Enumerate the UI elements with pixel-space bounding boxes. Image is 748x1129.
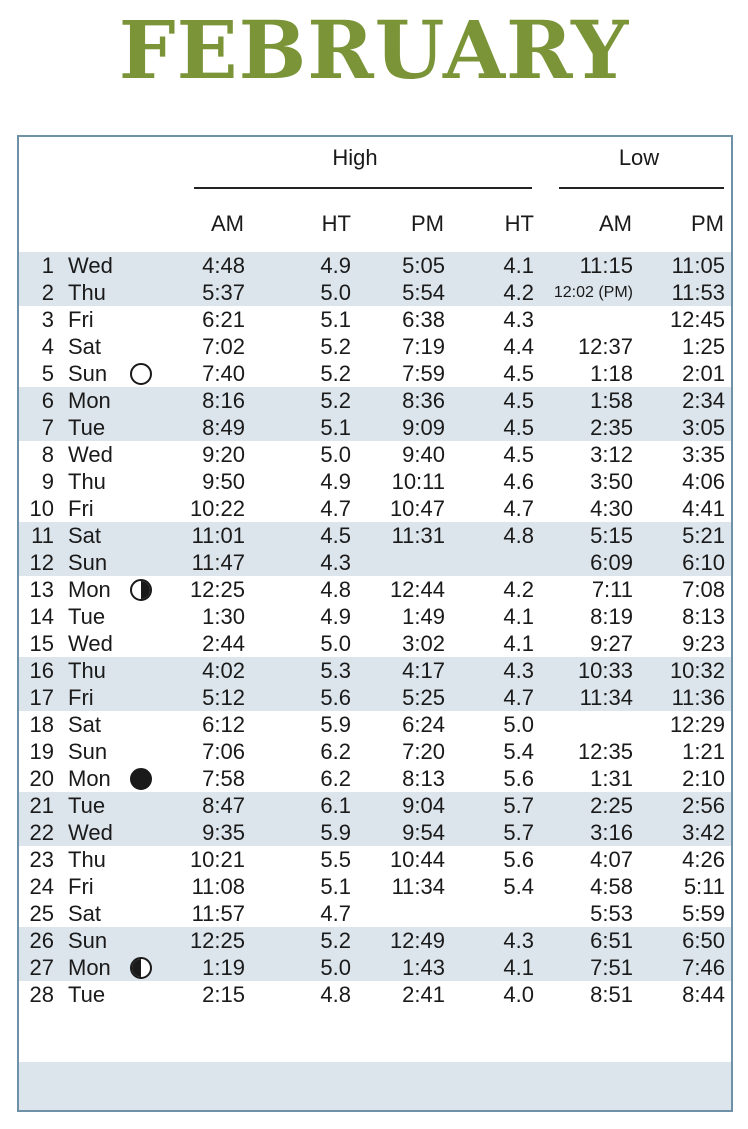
high-pm-time: 7:59 [402,361,445,386]
day-number: 11 [31,523,54,548]
high-pm-time: 7:19 [402,334,445,359]
low-pm-time: 10:32 [669,658,725,683]
high-pm-time: 9:04 [402,793,445,818]
low-pm-time: 12:45 [669,307,725,332]
day-number: 3 [41,307,54,332]
day-number: 18 [29,712,54,737]
table-row [19,765,731,792]
high-pm-time [364,900,445,927]
high-am-time: 4:02 [202,658,245,683]
high-am-time: 4:48 [202,253,245,278]
low-am-time: 12:02 (PM) [553,284,633,301]
high-am-time: 7:40 [202,361,245,386]
table-row [19,927,731,954]
high-pm-time: 5:25 [402,685,445,710]
high-am-height: 5.3 [320,658,351,683]
high-pm-height: 5.6 [503,766,534,791]
day-number: 22 [29,820,54,845]
day-number: 10 [29,496,54,521]
high-pm-time: 6:38 [402,307,445,332]
low-am-time: 5:15 [590,523,633,548]
high-pm-time: 2:41 [402,982,445,1007]
page-title: FEBRUARY [118,3,630,97]
high-pm-time [364,549,445,576]
day-number: 15 [29,631,54,656]
high-am-time: 11:57 [191,901,245,926]
day-of-week: Tue [68,982,106,1007]
high-am-height: 6.2 [320,766,351,791]
low-am-time: 10:33 [577,658,633,683]
high-pm-height: 4.1 [503,631,534,656]
high-pm-height: 5.4 [503,739,534,764]
high-am-time: 8:47 [202,793,245,818]
high-pm-height [464,549,534,576]
day-number: 27 [29,955,54,980]
low-group-rule [559,187,724,189]
high-am-height: 4.9 [320,253,351,278]
high-pm-time: 10:11 [391,469,445,494]
high-am-time: 11:47 [191,550,245,575]
day-of-week: Sat [68,523,102,548]
high-am-time: 10:22 [189,496,245,521]
day-of-week: Wed [68,442,113,467]
high-pm-height: 4.5 [503,388,534,413]
day-of-week: Tue [68,793,106,818]
high-group-header: High [332,145,378,170]
high-am-time: 7:02 [202,334,245,359]
day-of-week: Fri [68,874,94,899]
low-pm-time: 4:41 [682,496,725,521]
high-pm-height: 4.2 [503,280,534,305]
table-row [19,279,731,306]
day-of-week: Sun [68,928,108,953]
day-number: 17 [29,685,54,710]
high-am-height: 5.1 [320,307,351,332]
low-am-time: 3:12 [590,442,633,467]
new-moon-icon [130,768,152,790]
high-pm-height: 5.7 [503,820,534,845]
full-moon-icon [130,363,152,385]
high-pm-height: 4.5 [503,442,534,467]
low-pm-time: 12:29 [669,712,725,737]
high-am-time: 6:21 [202,307,245,332]
high-am-time: 7:58 [202,766,245,791]
day-of-week: Mon [68,955,111,980]
table-row [19,252,731,279]
high-am-time: 1:30 [202,604,245,629]
table-row [19,306,731,333]
day-of-week: Mon [68,388,111,413]
high-am-time: 2:44 [202,631,245,656]
table-row [19,630,731,657]
high-am-time: 9:20 [202,442,245,467]
low-pm-time: 3:42 [682,820,725,845]
day-of-week: Sat [68,901,102,926]
footer-band [19,1062,731,1110]
high-am-height: 4.3 [320,550,351,575]
low-pm-time: 7:46 [682,955,725,980]
low-pm-time: 2:34 [682,388,725,413]
day-number: 19 [29,739,54,764]
low-am-time: 11:15 [579,253,633,278]
high-pm-time: 8:36 [402,388,445,413]
high-am-height: 4.8 [320,982,351,1007]
low-pm-time: 11:53 [671,280,725,305]
table-row [19,468,731,495]
low-am-time: 3:16 [590,820,633,845]
low-pm-time: 5:21 [682,523,725,548]
low-am-time: 12:37 [577,334,633,359]
low-pm-time: 11:05 [671,253,725,278]
low-pm-time: 2:10 [682,766,725,791]
high-pm-height: 4.5 [503,415,534,440]
low-am-time: 11:34 [579,685,633,710]
table-row [19,387,731,414]
high-pm-ht-header: HT [504,211,534,236]
high-pm-height: 4.7 [503,685,534,710]
day-number: 5 [41,361,54,386]
low-am-time: 1:58 [590,388,633,413]
day-number: 6 [41,388,54,413]
last-quarter-moon-icon [130,579,152,601]
day-number: 25 [29,901,54,926]
low-pm-time: 9:23 [682,631,725,656]
table-row [19,981,731,1008]
low-pm-time: 5:11 [683,874,725,899]
high-am-header: AM [211,211,244,236]
low-pm-time: 6:50 [682,928,725,953]
high-pm-height: 5.0 [503,712,534,737]
low-pm-time: 5:59 [682,901,725,926]
high-am-time: 10:21 [189,847,245,872]
high-am-time: 2:15 [202,982,245,1007]
high-pm-height: 5.7 [503,793,534,818]
table-row [19,819,731,846]
low-am-time: 4:30 [590,496,633,521]
high-am-height: 5.0 [320,280,351,305]
high-am-time: 9:35 [202,820,245,845]
high-pm-time: 3:02 [402,631,445,656]
high-pm-time: 5:05 [402,253,445,278]
day-number: 24 [29,874,54,899]
low-pm-time: 2:56 [682,793,725,818]
high-pm-time: 11:31 [391,523,445,548]
high-pm-time: 5:54 [402,280,445,305]
table-row [19,603,731,630]
day-number: 23 [29,847,54,872]
high-am-time: 6:12 [202,712,245,737]
day-of-week: Thu [68,469,106,494]
high-am-height: 5.2 [320,361,351,386]
high-am-height: 5.0 [320,442,351,467]
high-am-height: 4.7 [320,901,351,926]
day-of-week: Thu [68,280,106,305]
low-am-time: 8:51 [590,982,633,1007]
low-am-time: 4:07 [590,847,633,872]
first-quarter-moon-icon [130,957,152,979]
low-am-time: 2:25 [590,793,633,818]
day-number: 28 [29,982,54,1007]
high-pm-height: 4.6 [503,469,534,494]
table-row [19,900,731,927]
high-am-height: 6.2 [320,739,351,764]
high-am-time: 9:50 [202,469,245,494]
high-am-time: 12:25 [189,928,245,953]
table-row [19,954,731,981]
table-row [19,549,731,576]
day-number: 14 [29,604,54,629]
high-pm-time: 8:13 [402,766,445,791]
high-am-height: 4.5 [320,523,351,548]
low-pm-time: 4:26 [682,847,725,872]
low-pm-time: 2:01 [682,361,725,386]
day-of-week: Thu [68,847,106,872]
high-am-height: 5.9 [320,712,351,737]
high-pm-time: 9:40 [402,442,445,467]
day-number: 13 [29,577,54,602]
high-pm-height [464,900,534,927]
high-pm-height: 4.2 [503,577,534,602]
high-pm-time: 10:47 [389,496,445,521]
high-am-height: 5.2 [320,388,351,413]
day-of-week: Wed [68,820,113,845]
low-pm-header: PM [691,211,724,236]
day-number: 21 [29,793,54,818]
low-am-time: 4:58 [590,874,633,899]
high-am-ht-header: HT [321,211,351,236]
high-am-time: 5:37 [202,280,245,305]
table-row [19,846,731,873]
day-of-week: Fri [68,307,94,332]
day-of-week: Thu [68,658,106,683]
high-am-time: 11:01 [191,523,245,548]
day-number: 1 [41,253,54,278]
high-group-rule [194,187,532,189]
high-pm-height: 4.3 [503,928,534,953]
day-number: 9 [41,469,54,494]
table-row [19,792,731,819]
low-am-time: 8:19 [590,604,633,629]
high-am-height: 5.2 [320,928,351,953]
high-pm-height: 4.4 [503,334,534,359]
day-number: 2 [41,280,54,305]
low-pm-time: 7:08 [682,577,725,602]
low-pm-time: 3:35 [682,442,725,467]
low-am-time: 3:50 [590,469,633,494]
high-am-time: 7:06 [202,739,245,764]
high-am-height: 5.1 [320,415,351,440]
high-am-time: 12:25 [189,577,245,602]
table-row [19,495,731,522]
table-row [19,873,731,900]
low-pm-time: 4:06 [682,469,725,494]
high-am-time: 1:19 [202,955,245,980]
low-am-time: 7:51 [590,955,633,980]
high-pm-time: 12:49 [389,928,445,953]
day-number: 8 [41,442,54,467]
high-pm-time: 9:09 [402,415,445,440]
table-row [19,441,731,468]
day-of-week: Sun [68,361,108,386]
high-pm-time: 9:54 [402,820,445,845]
day-number: 26 [29,928,54,953]
table-row [19,684,731,711]
table-row [19,360,731,387]
day-of-week: Tue [68,415,106,440]
day-of-week: Mon [68,766,111,791]
high-pm-time: 1:43 [402,955,445,980]
low-am-time: 6:51 [590,928,633,953]
day-of-week: Sun [68,739,108,764]
low-am-time: 9:27 [590,631,633,656]
day-number: 20 [29,766,54,791]
high-am-height: 5.9 [320,820,351,845]
high-pm-height: 4.5 [503,361,534,386]
high-pm-height: 4.3 [503,307,534,332]
low-pm-time: 1:25 [682,334,725,359]
day-of-week: Fri [68,685,94,710]
high-am-height: 4.7 [320,496,351,521]
high-am-height: 5.6 [320,685,351,710]
low-pm-time: 8:13 [682,604,725,629]
table-row [19,414,731,441]
high-pm-time: 6:24 [402,712,445,737]
table-row [19,576,731,603]
high-pm-time: 12:44 [389,577,445,602]
day-number: 7 [41,415,54,440]
high-pm-time: 1:49 [402,604,445,629]
day-of-week: Sat [68,334,102,359]
day-of-week: Sat [68,712,102,737]
high-pm-time: 10:44 [389,847,445,872]
high-am-height: 4.9 [320,604,351,629]
high-pm-height: 4.0 [503,982,534,1007]
low-am-time: 1:18 [590,361,633,386]
high-pm-height: 5.6 [503,847,534,872]
high-am-height: 5.0 [320,631,351,656]
high-pm-height: 4.8 [503,523,534,548]
low-am-time: 1:31 [590,766,633,791]
high-am-time: 8:49 [202,415,245,440]
day-of-week: Mon [68,577,111,602]
table-row [19,522,731,549]
day-of-week: Wed [68,253,113,278]
day-number: 4 [41,334,54,359]
low-am-time: 2:35 [590,415,633,440]
table-row [19,738,731,765]
low-am-time: 5:53 [590,901,633,926]
day-of-week: Tue [68,604,106,629]
low-pm-time: 1:21 [682,739,725,764]
low-pm-time: 3:05 [682,415,725,440]
high-am-height: 5.5 [320,847,351,872]
tide-table [17,135,733,1112]
table-row [19,711,731,738]
low-am-header: AM [599,211,632,236]
low-am-time: 7:11 [591,577,633,602]
low-pm-time: 8:44 [682,982,725,1007]
high-pm-height: 4.1 [503,955,534,980]
table-row [19,657,731,684]
high-am-time: 8:16 [202,388,245,413]
day-of-week: Wed [68,631,113,656]
low-am-time [539,711,633,738]
high-am-height: 5.0 [320,955,351,980]
high-am-time: 11:08 [191,874,245,899]
low-am-time: 12:35 [577,739,633,764]
high-pm-height: 4.7 [503,496,534,521]
high-am-height: 5.1 [320,874,351,899]
high-pm-time: 7:20 [402,739,445,764]
high-am-height: 4.8 [320,577,351,602]
day-number: 16 [29,658,54,683]
day-of-week: Sun [68,550,108,575]
high-am-time: 5:12 [202,685,245,710]
high-am-height: 4.9 [320,469,351,494]
low-am-time: 6:09 [590,550,633,575]
high-pm-time: 4:17 [402,658,445,683]
high-pm-height: 4.1 [503,253,534,278]
low-group-header: Low [618,145,660,170]
high-pm-height: 5.4 [503,874,534,899]
high-am-height: 6.1 [320,793,351,818]
day-of-week: Fri [68,496,94,521]
low-pm-time: 11:36 [671,685,725,710]
high-pm-height: 4.1 [503,604,534,629]
high-am-height: 5.2 [320,334,351,359]
table-row [19,333,731,360]
low-am-time [539,306,633,333]
day-number: 12 [29,550,54,575]
high-pm-header: PM [411,211,444,236]
high-pm-height: 4.3 [503,658,534,683]
low-pm-time: 6:10 [682,550,725,575]
high-pm-time: 11:34 [391,874,445,899]
